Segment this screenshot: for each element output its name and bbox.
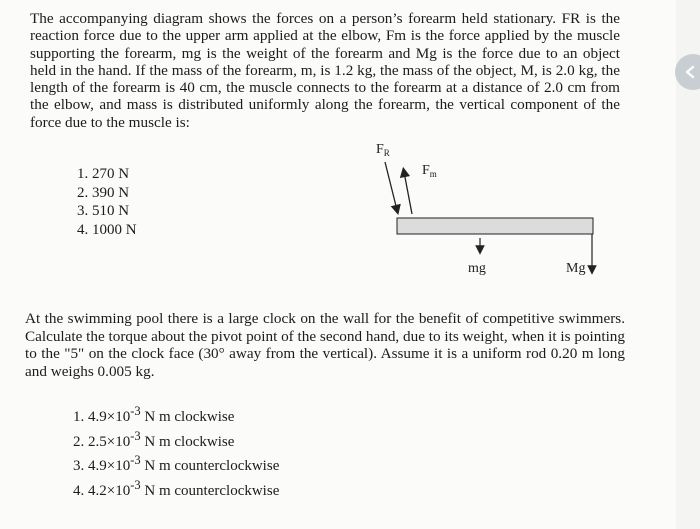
- forearm-force-diagram: [370, 138, 610, 278]
- mg-label: mg: [468, 261, 486, 276]
- option: 1. 270 N: [77, 166, 130, 182]
- question-1-options: [77, 165, 137, 239]
- option: 4. $4.2\times 10^{-3}$ N m counterclockwise: [73, 477, 280, 499]
- question-1-text: The accompanying diagram shows the forces on a person’s forearm held stationary. FR is the reaction force due to the upper arm applied at the elbow, Fm is the force applied by the muscle supporting the forearm, mg is the weight of the forearm and Mg is the force due to an object held in the hand. If the mass of the forearm, m, is 1.2 kg, the mass of the object, M, is 2.0 kg, the length of the forearm is 40 cm, the muscle connects to the forearm at a distance of 2.0 cm from the elbow, and mass is distributed uniformly along the forearm, the vertical component of the force due to the muscle is:: [30, 10, 620, 131]
- side-nav-button[interactable]: [675, 54, 700, 90]
- option: 4. 1000 N: [77, 221, 137, 238]
- fm-label: $F_m$: [422, 163, 437, 179]
- fm-arrow: [404, 172, 412, 214]
- fr-label: $F_R$: [376, 142, 390, 158]
- Mg-label: Mg: [566, 261, 586, 276]
- option: 3. 510 N: [77, 203, 130, 219]
- question-2-options: [73, 402, 279, 500]
- option: 2. 390 N: [77, 184, 130, 201]
- fr-arrow: [385, 162, 397, 210]
- chevron-left-icon: [683, 65, 697, 79]
- question-2-text: At the swimming pool there is a large clock on the wall for the benefit of competitive swimmers. Calculate the torque about the pivot point of the second hand, due to its weight, when it is pointing to the "5" on the clock face (30° away from the vertical). Assume it is a uniform rod 0.20 m long and weighs 0.005 kg.: [25, 310, 625, 380]
- option: 3. $4.9\times 10^{-3}$ N m counterclockwise: [73, 453, 280, 475]
- forearm-bar: [397, 218, 593, 234]
- option: 2. $2.5\times 10^{-3}$ N m clockwise: [73, 428, 235, 450]
- option: 1. $4.9\times 10^{-3}$ N m clockwise: [73, 404, 235, 425]
